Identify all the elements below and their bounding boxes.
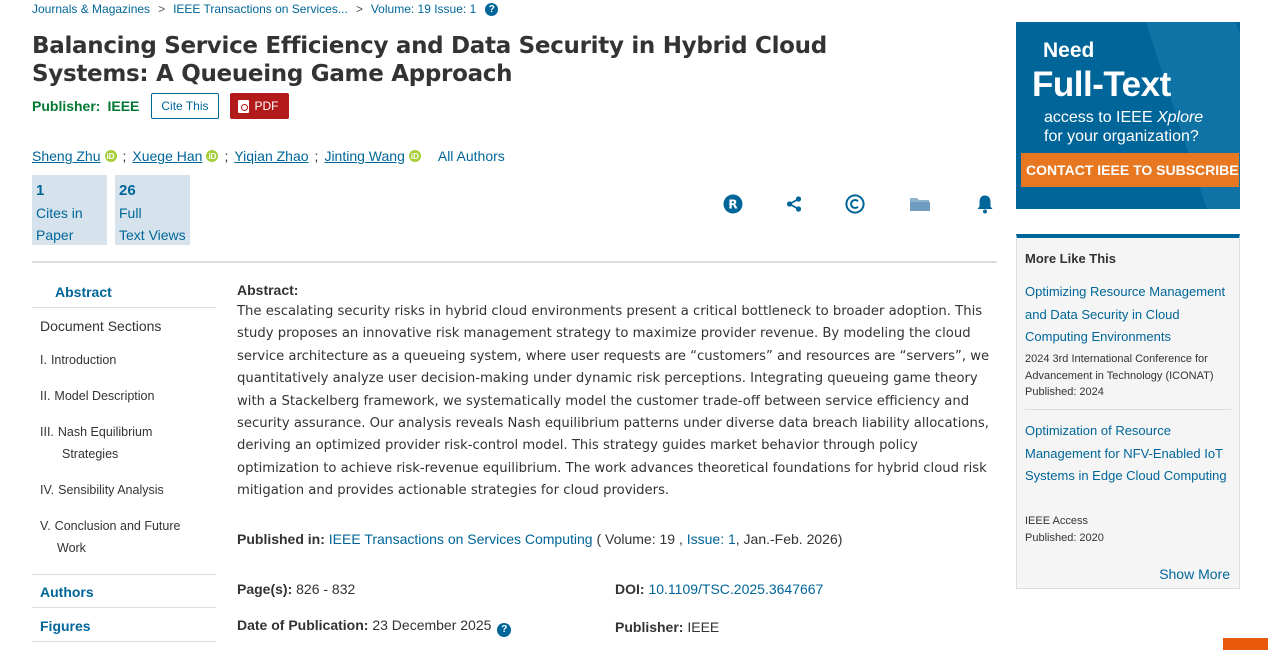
date-range: , Jan.-Feb. 2026) <box>735 531 843 547</box>
volume-text: ( Volume: 19 , <box>592 531 687 547</box>
ad-access-a: access to IEEE <box>1044 109 1157 126</box>
author-link[interactable]: Jinting Wang <box>324 148 405 164</box>
journal-link[interactable]: IEEE Transactions on Services Computing <box>328 531 593 547</box>
author-separator: ; <box>224 148 229 164</box>
related-article-published: Published: 2020 <box>1025 532 1104 544</box>
nav-divider <box>32 641 216 642</box>
related-article-venue: IEEE Access <box>1025 515 1088 527</box>
author-link[interactable]: Sheng Zhu <box>32 148 101 164</box>
author-separator: ; <box>122 148 127 164</box>
pdf-label: PDF <box>254 99 279 113</box>
doi-link[interactable]: 10.1109/TSC.2025.3647667 <box>648 581 824 597</box>
ad-access-xplore: Xplore <box>1156 109 1204 126</box>
breadcrumb-journals[interactable]: Journals & Magazines <box>32 2 151 16</box>
related-divider <box>1025 409 1231 410</box>
section-number: V. <box>40 519 51 533</box>
nav-section-nash-equilibrium[interactable] <box>40 421 152 465</box>
doi-label: DOI: <box>615 581 645 597</box>
more-like-this-panel <box>1016 234 1240 589</box>
pages-value: 826 - 832 <box>296 581 356 597</box>
published-in-label: Published in: <box>237 531 325 547</box>
section-number: II. <box>40 389 51 403</box>
subscribe-ad[interactable] <box>1016 22 1240 209</box>
section-divider <box>32 261 997 263</box>
cites-label: Paper <box>36 227 74 243</box>
pdf-icon <box>238 100 249 113</box>
publisher-row <box>32 93 289 119</box>
breadcrumb <box>32 2 498 16</box>
nav-section-sensibility-analysis[interactable] <box>40 479 164 501</box>
author-separator: ; <box>314 148 319 164</box>
show-more-link[interactable]: Show More <box>1159 566 1230 582</box>
publisher-info <box>615 619 719 635</box>
breadcrumb-separator: > <box>355 2 363 16</box>
doi-info <box>615 581 823 597</box>
section-number: III. <box>40 425 54 439</box>
section-label: Model Description <box>54 389 155 403</box>
nav-figures[interactable]: Figures <box>40 618 91 634</box>
related-article-published: Published: 2024 <box>1025 386 1104 398</box>
pdf-button[interactable] <box>230 93 289 119</box>
pages-info <box>237 581 355 597</box>
nav-divider <box>32 307 216 308</box>
author-list <box>32 148 505 164</box>
cites-count: 1 <box>36 182 45 199</box>
ad-access-text <box>1044 108 1234 146</box>
section-label: Introduction <box>50 353 117 367</box>
orcid-icon[interactable]: iD <box>410 151 419 161</box>
article-toolbar <box>720 192 1000 218</box>
publisher-detail-value: IEEE <box>687 619 720 635</box>
cites-label: Cites in <box>36 205 83 221</box>
section-label: Sensibility Analysis <box>58 483 164 497</box>
section-number: IV. <box>40 483 55 497</box>
nav-section-model-description[interactable] <box>40 385 154 407</box>
author-link[interactable]: Yiqian Zhao <box>234 148 309 164</box>
nav-divider <box>32 574 216 575</box>
views-metric[interactable] <box>115 175 190 245</box>
publisher-value: IEEE <box>107 98 140 114</box>
breadcrumb-transactions[interactable]: IEEE Transactions on Services... <box>173 2 348 16</box>
section-label: Nash Equilibrium <box>57 425 153 439</box>
abstract-text: The escalating security risks in hybrid cloud environments present a critical bottleneck to broader adoption. This study proposes an innovative risk management strategy to maximize provider revenue. By modeling the cloud service architecture as a queueing system, where user requests are “customers” and resources are “servers”, we quantitatively analyze user decision-making under dynamic risk perceptions. Integrating queueing game theory with a Stackelberg framework, we systematically model the customer trade-off between service efficiency and security assurance. Our analysis reveals Nash equilibrium patterns under diverse data breach liability allocations, deriving an optimized provider risk-control model. This strategy guides market behavior through policy optimization to achieve risk-revenue equilibrium. The work advances theoretical foundations for hybrid cloud risk mitigation and provides actionable strategies for cloud providers. <box>237 304 990 499</box>
feedback-tab[interactable] <box>1223 638 1268 650</box>
page-title: Balancing Service Efficiency and Data Security in Hybrid Cloud Systems: A Queueing Game Approach <box>32 33 827 87</box>
section-label: Strategies <box>62 447 119 461</box>
nav-authors[interactable]: Authors <box>40 584 94 600</box>
all-authors-link[interactable]: All Authors <box>437 148 505 164</box>
date-of-publication <box>237 617 511 637</box>
section-label: Work <box>57 541 86 555</box>
orcid-icon[interactable]: iD <box>208 151 217 161</box>
help-icon[interactable]: ? <box>485 3 498 16</box>
nav-section-introduction[interactable] <box>40 349 116 371</box>
pages-label: Page(s): <box>237 581 293 597</box>
copyright-icon[interactable] <box>843 192 867 216</box>
dop-label: Date of Publication: <box>237 617 369 633</box>
issue-link[interactable]: Issue: 1 <box>686 531 736 547</box>
orcid-icon[interactable]: iD <box>106 151 115 161</box>
nav-abstract[interactable]: Abstract <box>55 284 112 300</box>
nav-document-sections: Document Sections <box>40 318 162 334</box>
ad-need: Need <box>1043 39 1095 62</box>
cite-this-button[interactable]: Cite This <box>151 93 218 119</box>
author-link[interactable]: Xuege Han <box>132 148 203 164</box>
nav-section-conclusion[interactable] <box>40 515 180 559</box>
folder-icon[interactable] <box>908 192 932 216</box>
contact-subscribe-button[interactable] <box>1021 153 1239 187</box>
breadcrumb-separator: > <box>158 2 166 16</box>
nav-divider <box>32 607 216 608</box>
cites-metric[interactable] <box>32 175 107 245</box>
breadcrumb-volume[interactable]: Volume: 19 Issue: 1 <box>370 2 477 16</box>
views-label: Full <box>119 205 142 221</box>
related-article-venue: 2024 3rd International Conference for Advancement in Technology (ICONAT) <box>1025 353 1214 382</box>
ad-access-b: for your organization? <box>1044 128 1199 145</box>
views-count: 26 <box>119 182 136 199</box>
ad-full-text: Full-Text <box>1032 65 1171 104</box>
help-icon[interactable]: ? <box>497 623 511 637</box>
svg-text:R: R <box>728 197 738 212</box>
views-label: Text Views <box>119 227 186 243</box>
share-icon[interactable] <box>782 192 806 216</box>
section-number: I. <box>40 353 47 367</box>
publisher-detail-label: Publisher: <box>615 619 684 635</box>
abstract-heading: Abstract: <box>237 282 299 298</box>
dop-value: 23 December 2025 <box>372 617 492 633</box>
publisher-label: Publisher: <box>32 98 101 114</box>
published-in <box>237 531 842 547</box>
section-label: Conclusion and Future <box>54 519 181 533</box>
related-article-link[interactable]: Optimization of Resource Management for NFV-Enabled IoT Systems in Edge Cloud Computing <box>1025 423 1227 483</box>
more-like-this-heading: More Like This <box>1025 251 1117 266</box>
cta-label: CONTACT IEEE TO SUBSCRIBE <box>1026 162 1239 178</box>
bell-icon[interactable] <box>973 192 997 216</box>
related-article-link[interactable]: Optimizing Resource Management and Data Security in Cloud Computing Environments <box>1025 284 1226 344</box>
rights-icon[interactable] <box>721 192 745 216</box>
